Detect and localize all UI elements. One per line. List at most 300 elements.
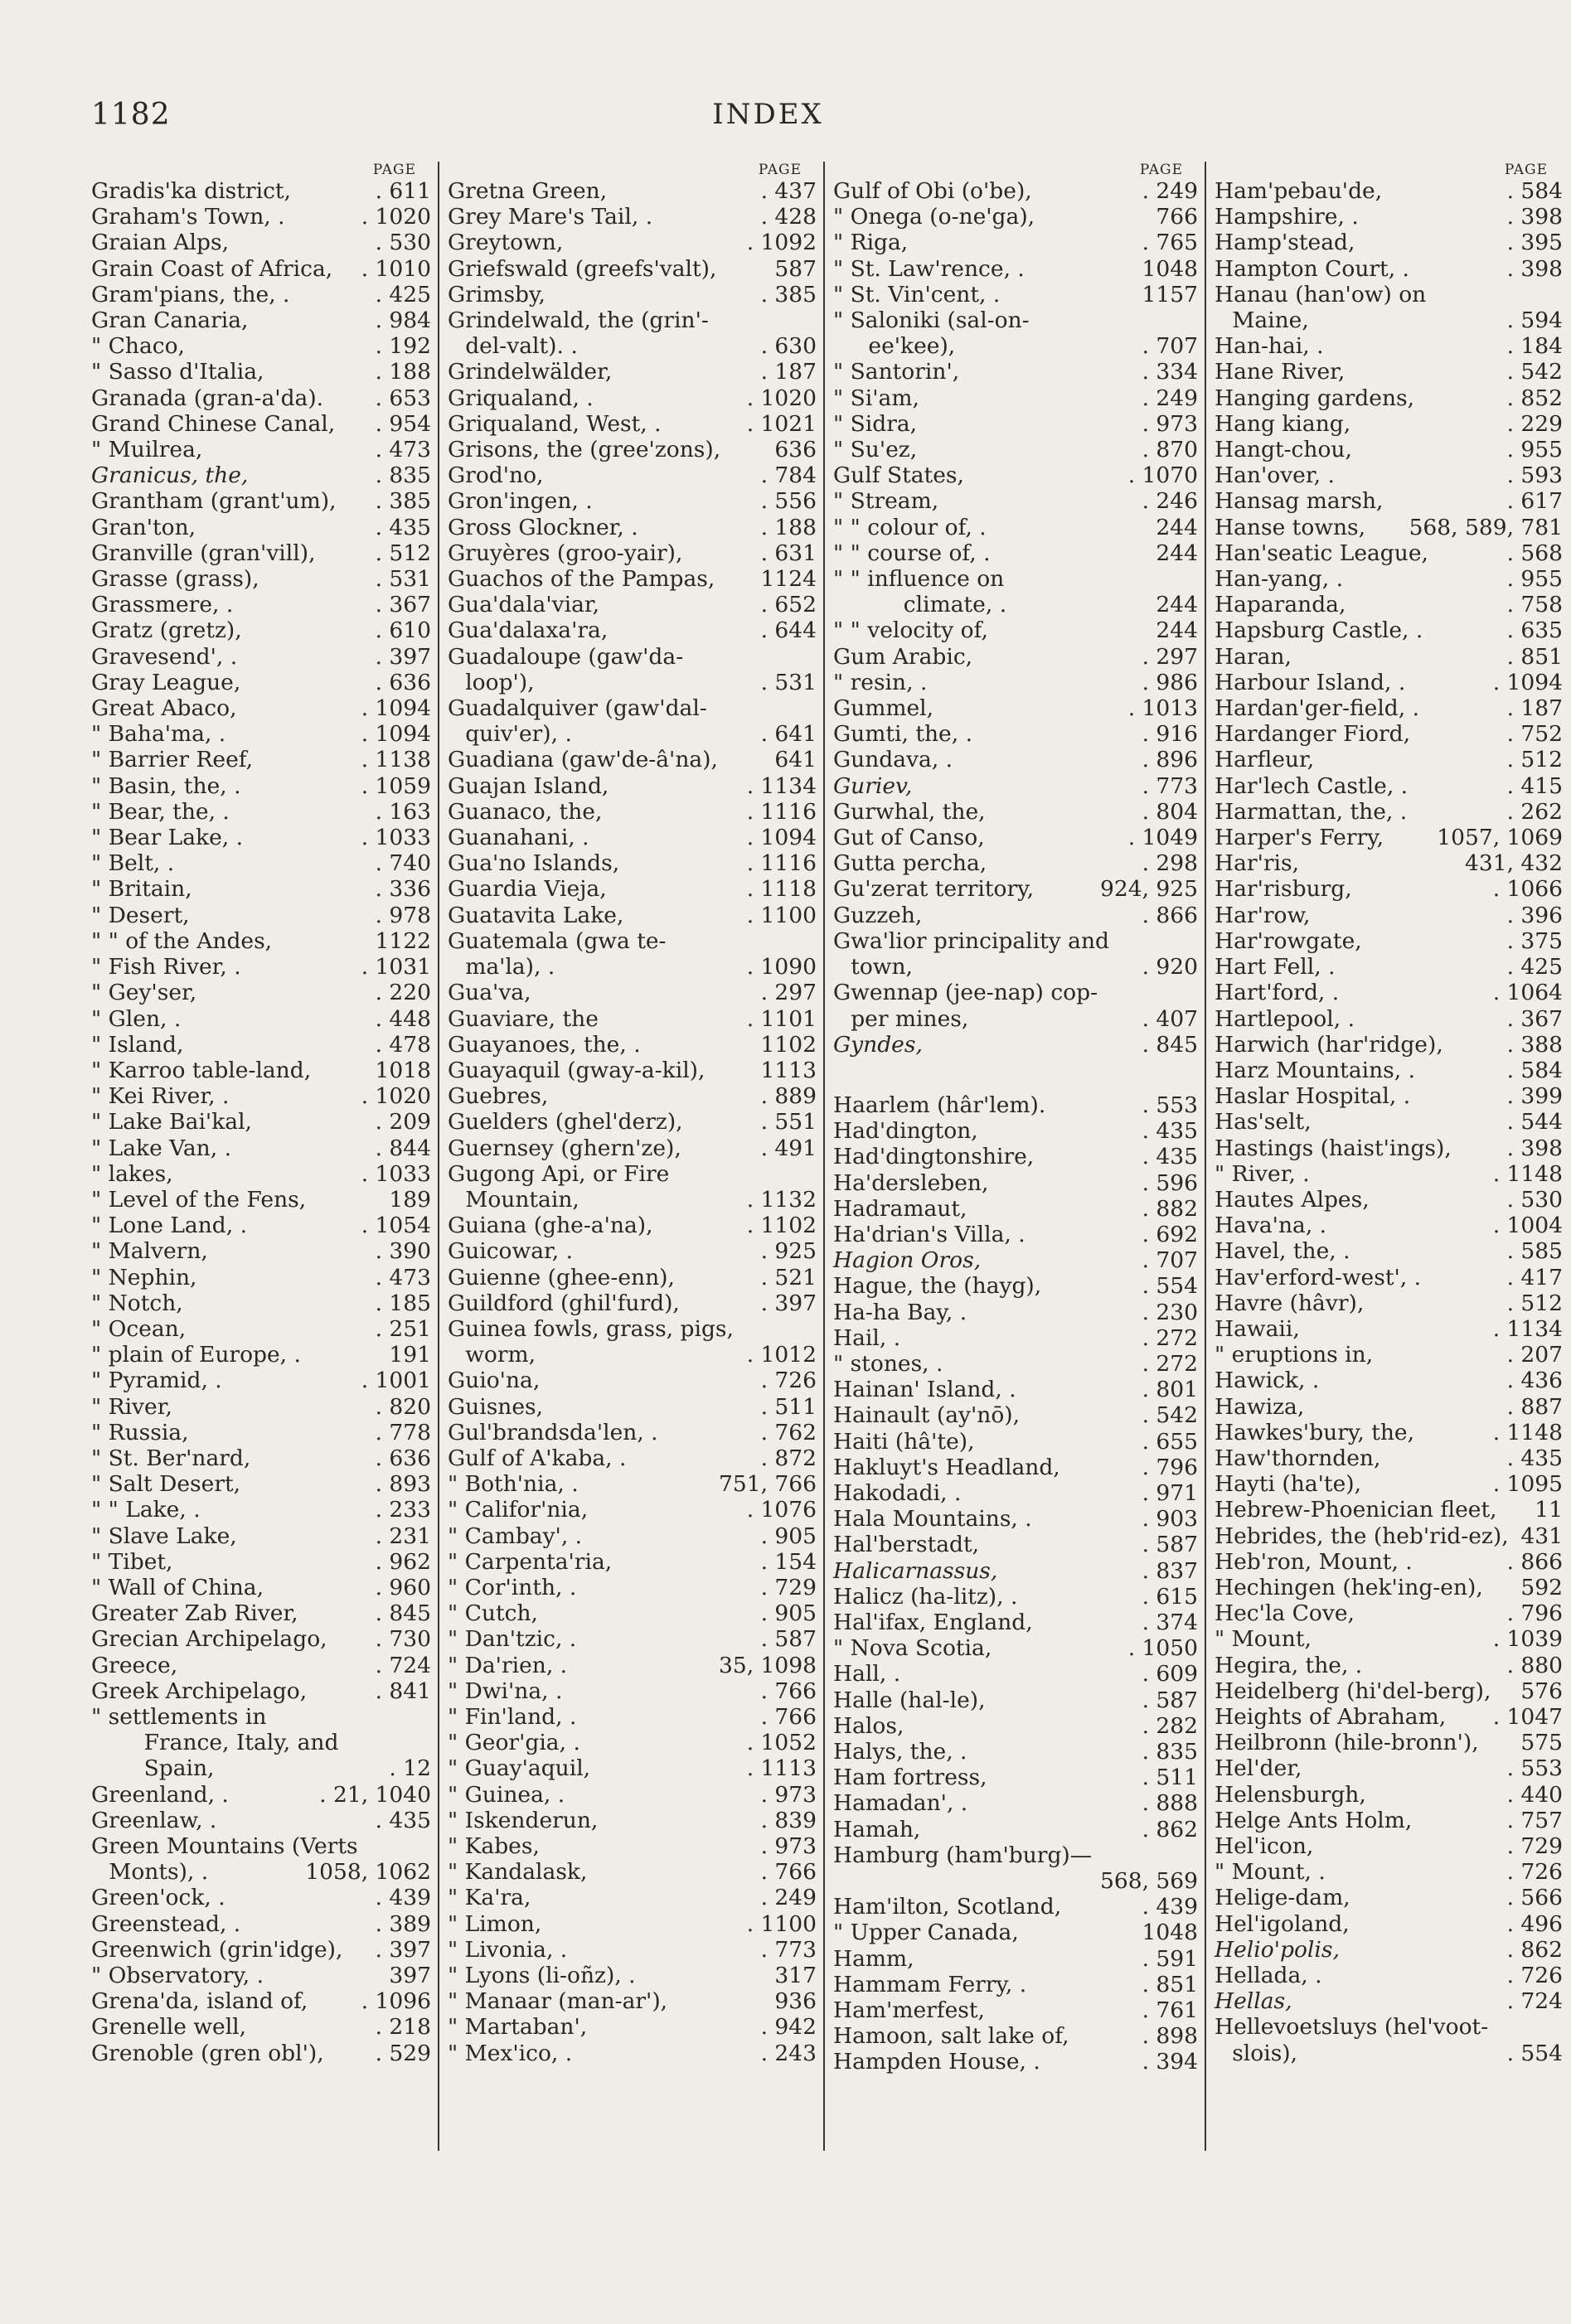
entry-page: . 587 <box>1142 1532 1198 1558</box>
index-entry <box>448 1135 817 1161</box>
entry-page: . 385 <box>375 488 431 515</box>
entry-page: . 955 <box>1506 437 1563 463</box>
entry-term: Hart'ford, . <box>1215 980 1340 1006</box>
index-entry <box>448 721 817 747</box>
entry-page: . 1064 <box>1492 980 1563 1006</box>
index-entry <box>1215 903 1563 928</box>
entry-term: Gwa'lior principality and <box>833 927 1110 954</box>
entry-term: Hamoon, salt lake of, <box>833 2023 1069 2050</box>
entry-page: 244 <box>1156 514 1198 540</box>
entry-term: Ham fortress, <box>833 1765 987 1791</box>
entry-page: . 973 <box>760 1781 817 1808</box>
index-entry <box>1215 1937 1563 1963</box>
index-entry <box>448 1290 817 1316</box>
entry-term: Gulf of A'kaba, . <box>448 1445 627 1471</box>
entry-term: Had'dington, <box>833 1118 978 1145</box>
entry-page: . 692 <box>1142 1221 1198 1247</box>
entry-term: Hec'la Cove, <box>1215 1600 1355 1627</box>
entry-term: " Desert, <box>91 902 190 928</box>
index-entry <box>833 903 1198 928</box>
entry-term: " Sasso d'Italia, <box>91 359 264 385</box>
entry-page: . 866 <box>1506 1548 1563 1575</box>
index-entry <box>833 178 1198 204</box>
entry-page: . 436 <box>1506 1368 1563 1394</box>
entry-term: " Fish River, . <box>91 954 241 980</box>
entry-term: Hakodadi, . <box>833 1479 962 1506</box>
entry-term: Gummel, <box>833 695 934 722</box>
index-entry <box>833 850 1198 876</box>
entry-term: Greek Archipelago, <box>91 1678 308 1704</box>
entry-page <box>1193 1842 1198 1868</box>
entry-page: . 773 <box>1142 772 1198 799</box>
entry-term: " Ocean, <box>91 1315 187 1342</box>
entry-term: Gruyères (groo-yair), <box>448 540 683 566</box>
entry-term: Hanau (han'ow) on <box>1215 281 1427 307</box>
entry-page: . 435 <box>375 514 431 540</box>
entry-page <box>426 1730 431 1755</box>
entry-term: Gutta percha, <box>833 850 987 877</box>
index-entry <box>1215 825 1563 850</box>
index-entry <box>448 1394 817 1420</box>
index-entry <box>91 980 431 1005</box>
entry-page: . 973 <box>760 1833 817 1859</box>
index-entry <box>91 1497 431 1523</box>
entry-term: Hampden House, . <box>833 2049 1040 2075</box>
entry-page: . 955 <box>1506 566 1563 593</box>
index-entry <box>448 1885 817 1910</box>
entry-page: . 512 <box>1506 1290 1563 1316</box>
entry-term: Greenstead, . <box>91 1910 241 1937</box>
entry-term: Gravesend', . <box>91 643 238 670</box>
entry-page: . 556 <box>760 488 817 515</box>
entry-term: Haw'thornden, <box>1215 1445 1381 1471</box>
index-entry <box>448 1626 817 1652</box>
entry-page: . 1001 <box>361 1368 431 1394</box>
index-entry <box>833 1868 1198 1894</box>
entry-page: . 154 <box>760 1548 817 1575</box>
entry-term: Hainan' Island, . <box>833 1377 1016 1403</box>
index-entry <box>833 1032 1198 1058</box>
entry-term: Han-yang, . <box>1215 566 1344 593</box>
index-entry <box>1215 1135 1563 1161</box>
index-entry <box>833 1920 1198 1945</box>
entry-term: Hel'der, <box>1215 1755 1302 1782</box>
entry-page: 35, 1098 <box>718 1652 817 1678</box>
index-entry <box>1215 1678 1563 1704</box>
entry-page <box>812 695 817 721</box>
entry-term: Graham's Town, . <box>91 204 285 230</box>
entry-page: . 282 <box>1142 1712 1198 1739</box>
entry-term: Hammam Ferry, . <box>833 1971 1027 1997</box>
entry-page: . 440 <box>1506 1781 1563 1808</box>
entry-term: Haiti (hâ'te), <box>833 1428 975 1455</box>
index-entry <box>448 695 817 721</box>
entry-page: 189 <box>389 1186 431 1213</box>
index-entry <box>1215 307 1563 333</box>
index-entry <box>448 1911 817 1937</box>
entry-page: . 655 <box>1142 1428 1198 1455</box>
index-entry <box>91 1006 431 1032</box>
index-entry <box>448 876 817 902</box>
entry-term: " plain of Europe, . <box>91 1342 301 1368</box>
index-entry <box>91 644 431 670</box>
entry-page: . 398 <box>1506 255 1563 282</box>
entry-page: . 726 <box>760 1368 817 1394</box>
entry-page: . 521 <box>760 1264 817 1290</box>
entry-term: Harfleur, <box>1215 747 1315 773</box>
index-entry <box>1215 1471 1563 1497</box>
entry-page: . 862 <box>1142 1816 1198 1842</box>
entry-page: . 887 <box>1506 1393 1563 1420</box>
entry-page: . 1116 <box>746 798 817 825</box>
index-entry <box>1215 1394 1563 1420</box>
entry-term: " Wall of China, <box>91 1574 264 1600</box>
entry-page: . 544 <box>1506 1109 1563 1135</box>
entry-term: " Nephin, <box>91 1264 197 1290</box>
index-entry <box>1215 1911 1563 1937</box>
index-entry <box>448 1083 817 1109</box>
entry-term: Helensburgh, <box>1215 1781 1366 1808</box>
index-entry <box>91 592 431 617</box>
index-entry <box>91 825 431 850</box>
entry-term: " Martaban', <box>448 2014 588 2041</box>
entry-term: Gut of Canso, <box>833 825 985 851</box>
index-entry <box>1215 1575 1563 1600</box>
entry-term: Guernsey (ghern'ze), <box>448 1135 681 1161</box>
entry-term: Hava'na, . <box>1215 1213 1327 1239</box>
entry-page: . 978 <box>375 902 431 928</box>
entry-term: town, <box>851 954 913 980</box>
index-entry <box>833 2049 1198 2075</box>
entry-term: ma'la), . <box>465 954 555 980</box>
index-entry <box>833 1455 1198 1480</box>
entry-page: 1122 <box>375 927 431 954</box>
entry-page: . 230 <box>1142 1299 1198 1325</box>
index-entry <box>91 359 431 385</box>
entry-term: Hechingen (hek'ing-en), <box>1215 1574 1483 1600</box>
index-entry <box>833 488 1198 514</box>
entry-page: . 1113 <box>746 1755 817 1782</box>
entry-page: . 986 <box>1142 669 1198 695</box>
entry-term: " Gey'ser, <box>91 980 197 1006</box>
entry-term: Gua'dala'viar, <box>448 592 600 618</box>
entry-term: Guardia Vieja, <box>448 876 607 903</box>
entry-page: . 336 <box>375 876 431 903</box>
entry-term: Guayanoes, the, . <box>448 1031 641 1058</box>
index-entry <box>833 282 1198 307</box>
entry-term: Heilbronn (hile-bronn'), <box>1215 1730 1479 1756</box>
entry-page: . 389 <box>375 1910 431 1937</box>
entry-page: . 1102 <box>746 1213 817 1239</box>
index-entry <box>91 333 431 359</box>
index-entry <box>91 307 431 333</box>
entry-page: . 611 <box>375 178 431 204</box>
entry-term: Griqualand, West, . <box>448 410 662 437</box>
index-entry <box>1215 385 1563 411</box>
entry-term: Gua'no Islands, <box>448 850 620 877</box>
entry-page: 431 <box>1520 1523 1563 1549</box>
index-entry <box>833 1584 1198 1610</box>
entry-term: Hawkes'bury, the, <box>1215 1419 1415 1445</box>
entry-term: Hamah, <box>833 1816 921 1842</box>
entry-term: Greenlaw, . <box>91 1807 217 1833</box>
page-number: 1182 <box>91 98 171 132</box>
entry-page: . 187 <box>1506 695 1563 722</box>
entry-page: 936 <box>774 1988 817 2015</box>
entry-page: . 707 <box>1142 333 1198 360</box>
entry-term: Guzzeh, <box>833 902 923 928</box>
entry-term: France, Italy, and <box>143 1730 339 1756</box>
entry-term: " Notch, <box>91 1290 183 1316</box>
entry-page: . 478 <box>375 1031 431 1058</box>
entry-term: Hel'icon, <box>1215 1833 1314 1859</box>
entry-page: . 531 <box>375 566 431 593</box>
index-entry <box>448 825 817 850</box>
entry-term: " Cor'inth, . <box>448 1574 577 1600</box>
index-entry <box>91 1342 431 1368</box>
entry-term: Guadiana (gaw'de-â'na), <box>448 747 718 773</box>
entry-term: worm, <box>465 1342 536 1368</box>
entry-page: 244 <box>1156 592 1198 618</box>
entry-term: Har'lech Castle, . <box>1215 772 1409 799</box>
index-entry <box>833 1635 1198 1661</box>
index-entry <box>91 1653 431 1678</box>
entry-term: " " velocity of, <box>833 617 988 644</box>
index-entry <box>91 515 431 540</box>
index-entry <box>1215 1083 1563 1109</box>
index-entry <box>1215 1885 1563 1910</box>
index-entry <box>448 462 817 488</box>
entry-page: . 1012 <box>746 1342 817 1368</box>
entry-term: Guadalquiver (gaw'dal- <box>448 695 707 722</box>
index-entry <box>1215 592 1563 617</box>
index-entry <box>91 1600 431 1626</box>
entry-page: . 593 <box>1506 462 1563 489</box>
entry-page: . 882 <box>1142 1195 1198 1222</box>
index-entry <box>833 1092 1198 1118</box>
index-entry <box>448 1032 817 1058</box>
entry-page: . 246 <box>1142 488 1198 515</box>
entry-page: . 596 <box>1142 1169 1198 1196</box>
index-entry <box>91 1730 431 1755</box>
entry-term: Greenland, . <box>91 1781 229 1808</box>
entry-term: " " influence on <box>833 566 1005 593</box>
entry-term: " Baha'ma, . <box>91 721 226 748</box>
index-entry <box>91 1109 431 1135</box>
entry-term: " Pyramid, . <box>91 1368 222 1394</box>
entry-term: " Dan'tzic, . <box>448 1626 577 1653</box>
entry-page: . 609 <box>1142 1661 1198 1687</box>
index-entry <box>1215 695 1563 721</box>
entry-term: Hart Fell, . <box>1215 954 1336 980</box>
entry-term: Griefswald (greefs'valt), <box>448 255 717 282</box>
entry-page: . 841 <box>375 1678 431 1704</box>
index-entry <box>91 540 431 566</box>
index-entry <box>1215 1368 1563 1393</box>
index-entry <box>833 825 1198 850</box>
entry-page: . 898 <box>1142 2023 1198 2050</box>
entry-page: . 425 <box>375 281 431 307</box>
index-entry <box>833 1402 1198 1428</box>
index-entry <box>91 1549 431 1575</box>
entry-term: Gum Arabic, <box>833 643 973 670</box>
index-entry <box>833 1222 1198 1247</box>
entry-page <box>812 928 817 954</box>
entry-page: . 1052 <box>746 1730 817 1756</box>
index-entry <box>833 1118 1198 1144</box>
entry-term: Gwennap (jee-nap) cop- <box>833 980 1098 1006</box>
entry-page: 1048 <box>1142 255 1198 282</box>
entry-term: Gul'brandsda'len, . <box>448 1419 658 1445</box>
index-entry <box>833 1972 1198 1997</box>
entry-term: ee'kee), <box>868 333 956 360</box>
entry-page: . 905 <box>760 1523 817 1549</box>
index-entry <box>833 437 1198 462</box>
entry-page: . 839 <box>760 1807 817 1833</box>
entry-page: . 435 <box>1142 1144 1198 1170</box>
entry-page: . 435 <box>1506 1445 1563 1471</box>
entry-page: . 1138 <box>361 747 431 773</box>
index-entry <box>1215 1213 1563 1238</box>
entry-page: . 796 <box>1142 1454 1198 1480</box>
index-entry <box>448 1653 817 1678</box>
index-entry <box>91 282 431 307</box>
index-entry <box>833 1558 1198 1584</box>
entry-page: . 587 <box>760 1626 817 1653</box>
entry-page: . 375 <box>1506 927 1563 954</box>
entry-page: . 644 <box>760 617 817 644</box>
entry-term: Gundava, . <box>833 747 953 773</box>
index-entry <box>448 670 817 695</box>
entry-page: . 587 <box>1142 1687 1198 1713</box>
entry-term: " Iskenderun, <box>448 1807 599 1833</box>
entry-term: Gran'ton, <box>91 514 196 540</box>
entry-term: Guiana (ghe-a'na), <box>448 1213 653 1239</box>
entry-term: Hall, . <box>833 1661 901 1687</box>
entry-page: 317 <box>774 1963 817 1989</box>
index-entry <box>448 1342 817 1368</box>
index-entry <box>448 644 817 670</box>
entry-page: . 761 <box>1142 1997 1198 2024</box>
index-entry <box>91 1445 431 1471</box>
entry-page: . 636 <box>375 1445 431 1471</box>
index-entry <box>1215 1316 1563 1342</box>
entry-term: Hayti (ha'te), <box>1215 1471 1362 1498</box>
entry-term: Hampshire, . <box>1215 204 1359 230</box>
entry-page: . 233 <box>375 1497 431 1523</box>
entry-term: Helige-dam, <box>1215 1885 1350 1911</box>
entry-term: Gulf States, <box>833 462 964 489</box>
entry-page: 1124 <box>760 566 817 593</box>
entry-page: 1018 <box>375 1057 431 1083</box>
index-entry <box>448 1755 817 1781</box>
index-entry <box>448 1730 817 1755</box>
page-column-label: PAGE <box>1139 162 1183 178</box>
index-entry <box>91 1755 431 1781</box>
entry-term: Hautes Alpes, <box>1215 1186 1370 1213</box>
entry-term: Granada (gran-a'da). <box>91 385 324 411</box>
index-entry <box>833 515 1198 540</box>
entry-term: Has'selt, <box>1215 1109 1312 1135</box>
index-entry <box>91 1678 431 1704</box>
entry-term: Grain Coast of Africa, <box>91 255 333 282</box>
entry-term: Grenelle well, <box>91 2014 247 2041</box>
entry-page: . 880 <box>1506 1652 1563 1678</box>
index-entry <box>1215 1988 1563 2014</box>
entry-term: " Karroo table-land, <box>91 1057 312 1083</box>
entry-term: " Guinea, . <box>448 1781 565 1808</box>
index-entry <box>448 954 817 980</box>
entry-term: Hawiza, <box>1215 1393 1305 1420</box>
entry-term: " Riga, <box>833 230 909 256</box>
index-entry <box>91 695 431 721</box>
entry-term: " River, . <box>1215 1160 1310 1187</box>
entry-term: " Britain, <box>91 876 192 903</box>
entry-page: . 397 <box>760 1290 817 1316</box>
entry-term: Hail, . <box>833 1324 901 1351</box>
index-entry <box>1215 437 1563 462</box>
index-entry <box>1215 359 1563 385</box>
entry-page: . 960 <box>375 1574 431 1600</box>
entry-page: . 1148 <box>1492 1419 1563 1445</box>
entry-term: Greater Zab River, <box>91 1600 298 1627</box>
entry-page: . 218 <box>375 2014 431 2041</box>
entry-page: . 397 <box>375 1936 431 1963</box>
entry-term: " Cutch, <box>448 1600 538 1627</box>
index-entry <box>833 1273 1198 1299</box>
index-entry <box>833 1144 1198 1169</box>
entry-page: 397 <box>389 1963 431 1989</box>
entry-term: " Carpenta'ria, <box>448 1548 613 1575</box>
index-entry <box>448 1833 817 1859</box>
entry-page: 766 <box>1156 204 1198 230</box>
entry-term: " eruptions in, <box>1215 1342 1374 1368</box>
entry-page: . 388 <box>1506 1031 1563 1058</box>
index-entry <box>91 1420 431 1445</box>
entry-page: . 584 <box>1506 1057 1563 1083</box>
index-entry <box>448 903 817 928</box>
entry-term: " settlements in <box>91 1703 267 1730</box>
entry-term: Hamm, <box>833 1945 914 1972</box>
entry-page: . 971 <box>1142 1479 1198 1506</box>
index-entry <box>91 1316 431 1342</box>
entry-page: . 766 <box>760 1859 817 1886</box>
index-entry <box>448 1161 817 1187</box>
index-entry <box>448 2041 817 2066</box>
index-entry <box>1215 1808 1563 1833</box>
entry-term: Greytown, <box>448 230 564 256</box>
entry-term: " lakes, <box>91 1160 173 1187</box>
index-entry <box>833 773 1198 799</box>
index-entry <box>91 850 431 876</box>
entry-term: Gray League, <box>91 669 241 695</box>
entry-term: Gumti, the, . <box>833 721 973 748</box>
entry-term: Ham'merfest, <box>833 1997 985 2024</box>
index-entry <box>833 1480 1198 1506</box>
entry-term: " Santorin', <box>833 359 960 385</box>
entry-term: Grecian Archipelago, <box>91 1626 327 1653</box>
index-entry <box>91 1575 431 1600</box>
entry-term: Hala Mountains, . <box>833 1506 1032 1532</box>
page-column-label: PAGE <box>758 162 802 178</box>
entry-term: Griqualand, . <box>448 385 594 411</box>
index-entry <box>91 2041 431 2066</box>
index-entry <box>448 1445 817 1471</box>
index-entry <box>833 1739 1198 1765</box>
entry-term: Hastings (haist'ings), <box>1215 1135 1452 1161</box>
index-entry <box>1215 204 1563 230</box>
index-entry <box>1215 1600 1563 1626</box>
